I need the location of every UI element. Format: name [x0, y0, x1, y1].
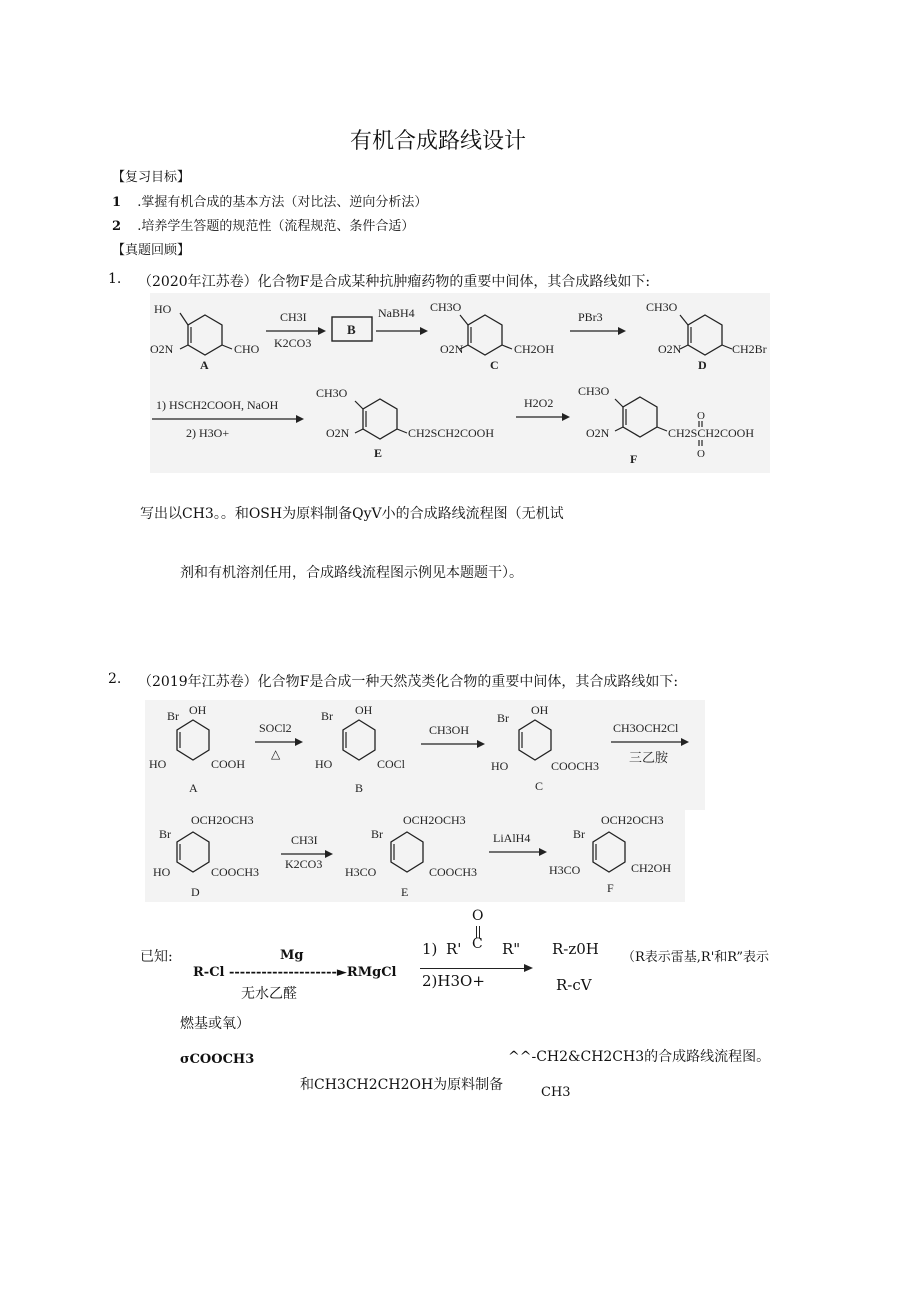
known-step1: 1): [422, 940, 438, 958]
reagent-pbr3: PBr3: [578, 310, 603, 324]
compound-f-structure: [578, 384, 754, 466]
label-no2: O2N: [150, 342, 174, 356]
goal-text: .掌握有机合成的基本方法（对比法、逆向分析法）: [137, 195, 428, 210]
compound-label-b: B: [347, 322, 356, 337]
label-ho: HO: [154, 302, 172, 316]
label-h3co: H3CO: [549, 863, 581, 877]
label-oh: OH: [355, 703, 373, 717]
reagent-ch3i: CH3I: [291, 833, 318, 847]
label-br: Br: [167, 709, 179, 723]
compound-label-f: F: [607, 881, 614, 895]
label-no2: O2N: [586, 426, 610, 440]
task-target: ^^-CH2&CH2CH3的合成路线流程图。: [508, 1049, 771, 1065]
reagent-socl2: SOCl2: [259, 721, 292, 735]
compound-d-structure: [153, 813, 259, 899]
label-cooch3: COOCH3: [429, 865, 478, 879]
label-br: Br: [321, 709, 333, 723]
reagent-h2o2: H2O2: [524, 396, 554, 410]
known-mg: Mg: [280, 948, 304, 963]
reagent-hsch2cooh: 1) HSCH2COOH, NaOH: [156, 398, 279, 412]
arrow-2: [376, 306, 428, 335]
compound-label-c: C: [490, 358, 499, 372]
compound-label-d: D: [191, 885, 200, 899]
compound-label-b: B: [355, 781, 364, 795]
known-step2: 2)H3O+: [422, 972, 485, 990]
reagent-triethylamine: 三乙胺: [629, 750, 669, 765]
known-r-prime: R': [446, 940, 462, 958]
compound-label-d: D: [698, 358, 707, 372]
q2-scheme-row2-svg: [145, 810, 685, 902]
compound-label-c: C: [535, 779, 544, 793]
known-grignard-equation: R-Cl --------------------►RMgCl: [193, 965, 397, 980]
label-ch2sch2cooh: CH2SCH2COOH: [408, 426, 495, 440]
goal-item-1: [112, 191, 427, 210]
label-cho: CHO: [234, 342, 260, 356]
compound-label-f: F: [630, 452, 638, 466]
compound-c-structure: [491, 703, 599, 793]
label-oh: OH: [189, 703, 207, 717]
label-cooch3: COOCH3: [211, 865, 260, 879]
compound-label-e: E: [401, 885, 409, 899]
arrow-1: [255, 721, 303, 761]
label-ch2oh: CH2OH: [631, 861, 672, 875]
label-br: Br: [497, 711, 509, 725]
goal-number: 1: [112, 195, 122, 210]
goal-number: 2: [112, 219, 122, 234]
known-note-line1: （R表示雷基,R'和R”表示: [622, 950, 770, 965]
q1-scheme-svg: [150, 293, 770, 473]
known-label: 已知:: [140, 949, 173, 965]
label-no2: O2N: [326, 426, 350, 440]
q2-scheme-row1-svg: [145, 700, 705, 810]
label-ch3o: CH3O: [646, 300, 678, 314]
arrow-5: [489, 831, 547, 856]
label-och2och3: OCH2OCH3: [191, 813, 254, 827]
label-ch3o: CH3O: [430, 300, 462, 314]
label-no2: O2N: [440, 342, 464, 356]
label-sulfone-o-top: O: [697, 410, 705, 422]
compound-f-structure: [549, 813, 671, 895]
label-ch2br: CH2Br: [732, 342, 767, 356]
reagent-heat: △: [271, 747, 281, 761]
question-1-number: 1.: [108, 271, 122, 287]
reaction-arrow-line: [420, 968, 526, 969]
reagent-k2co3: K2CO3: [274, 336, 312, 350]
compound-c-structure: [430, 300, 554, 372]
q1-synthesis-scheme: [150, 293, 770, 473]
question-1-task-line1: 写出以CH3。。和OSH为原料制备QyV小的合成路线流程图（无机试: [140, 506, 564, 522]
label-och2och3: OCH2OCH3: [601, 813, 664, 827]
label-cooh: COOH: [211, 757, 246, 771]
label-sulfone-chain: CH2SCH2COOH: [668, 426, 755, 440]
question-1-task-line2: 剂和有机溶剂任用，合成路线流程图示例见本题题干）。: [180, 565, 523, 581]
q2-synthesis-scheme-row2: [145, 810, 685, 902]
reagent-ch3och2cl: CH3OCH2Cl: [613, 721, 679, 735]
arrow-2: [421, 723, 485, 748]
question-2-number: 2.: [108, 671, 122, 687]
section-review-heading: 【真题回顾】: [112, 243, 191, 258]
label-ho: HO: [491, 759, 509, 773]
arrow-4: [152, 398, 304, 440]
label-ho: HO: [315, 757, 333, 771]
label-ho: HO: [149, 757, 167, 771]
task-reagents: 和CH3CH2CH2OH为原料制备: [300, 1077, 504, 1093]
known-product-line1: R-z0H: [552, 940, 599, 958]
reagent-ch3i: CH3I: [280, 310, 307, 324]
reagent-k2co3: K2CO3: [285, 857, 323, 871]
reaction-arrow-head: [524, 964, 533, 972]
arrow-3: [611, 721, 689, 765]
arrow-3: [570, 310, 626, 335]
known-note-line2: 燃基或氧）: [180, 1016, 250, 1032]
label-ch2oh: CH2OH: [514, 342, 555, 356]
page-title: 有机合成路线设计: [350, 129, 527, 154]
label-br: Br: [371, 827, 383, 841]
label-cocl: COCl: [377, 757, 406, 771]
compound-e-structure: [345, 813, 477, 899]
known-carbonyl-o: O: [472, 908, 484, 924]
goal-item-2: [112, 215, 414, 234]
label-h3co: H3CO: [345, 865, 377, 879]
known-carbonyl-c: C: [472, 936, 483, 952]
known-ketone-reaction: [420, 908, 540, 996]
question-1-text: （2020年江苏卷）化合物F是合成某种抗肿瘤药物的重要中间体，其合成路线如下:: [138, 274, 651, 290]
compound-label-e: E: [374, 446, 383, 460]
arrow-4: [281, 833, 333, 871]
reagent-lialh4: LiAlH4: [493, 831, 531, 845]
label-oh: OH: [531, 703, 549, 717]
compound-e-structure: [316, 386, 494, 460]
compound-d-structure: [646, 300, 767, 372]
section-goals-heading: 【复习目标】: [112, 170, 191, 185]
label-br: Br: [573, 827, 585, 841]
question-2-text: （2019年江苏卷）化合物F是合成一种天然茂类化合物的重要中间体，其合成路线如下:: [138, 674, 679, 690]
task-start-material: σCOOCH3: [180, 1052, 255, 1067]
label-och2och3: OCH2OCH3: [403, 813, 466, 827]
arrow-1: [266, 310, 326, 350]
task-ch3: CH3: [541, 1085, 571, 1100]
known-solvent: 无水乙醛: [241, 986, 297, 1002]
known-r-double-prime: R": [502, 940, 521, 958]
q2-synthesis-scheme-row1: [145, 700, 705, 810]
arrow-5: [516, 396, 570, 421]
compound-b-structure: [315, 703, 406, 795]
compound-a-structure: [149, 703, 245, 795]
reagent-ch3oh: CH3OH: [429, 723, 470, 737]
compound-label-a: A: [189, 781, 198, 795]
label-ho: HO: [153, 865, 171, 879]
reagent-h3o: 2) H3O+: [186, 426, 230, 440]
goal-text: .培养学生答题的规范性（流程规范、条件合适）: [137, 219, 415, 234]
compound-a-structure: [150, 302, 260, 372]
label-sulfone-o-bottom: O: [697, 448, 705, 460]
label-ch3o: CH3O: [316, 386, 348, 400]
label-ch3o: CH3O: [578, 384, 610, 398]
label-no2: O2N: [658, 342, 682, 356]
reagent-nabh4: NaBH4: [378, 306, 415, 320]
label-br: Br: [159, 827, 171, 841]
label-cooch3: COOCH3: [551, 759, 600, 773]
compound-label-a: A: [200, 358, 209, 372]
known-product-line2: R-cV: [556, 976, 592, 994]
